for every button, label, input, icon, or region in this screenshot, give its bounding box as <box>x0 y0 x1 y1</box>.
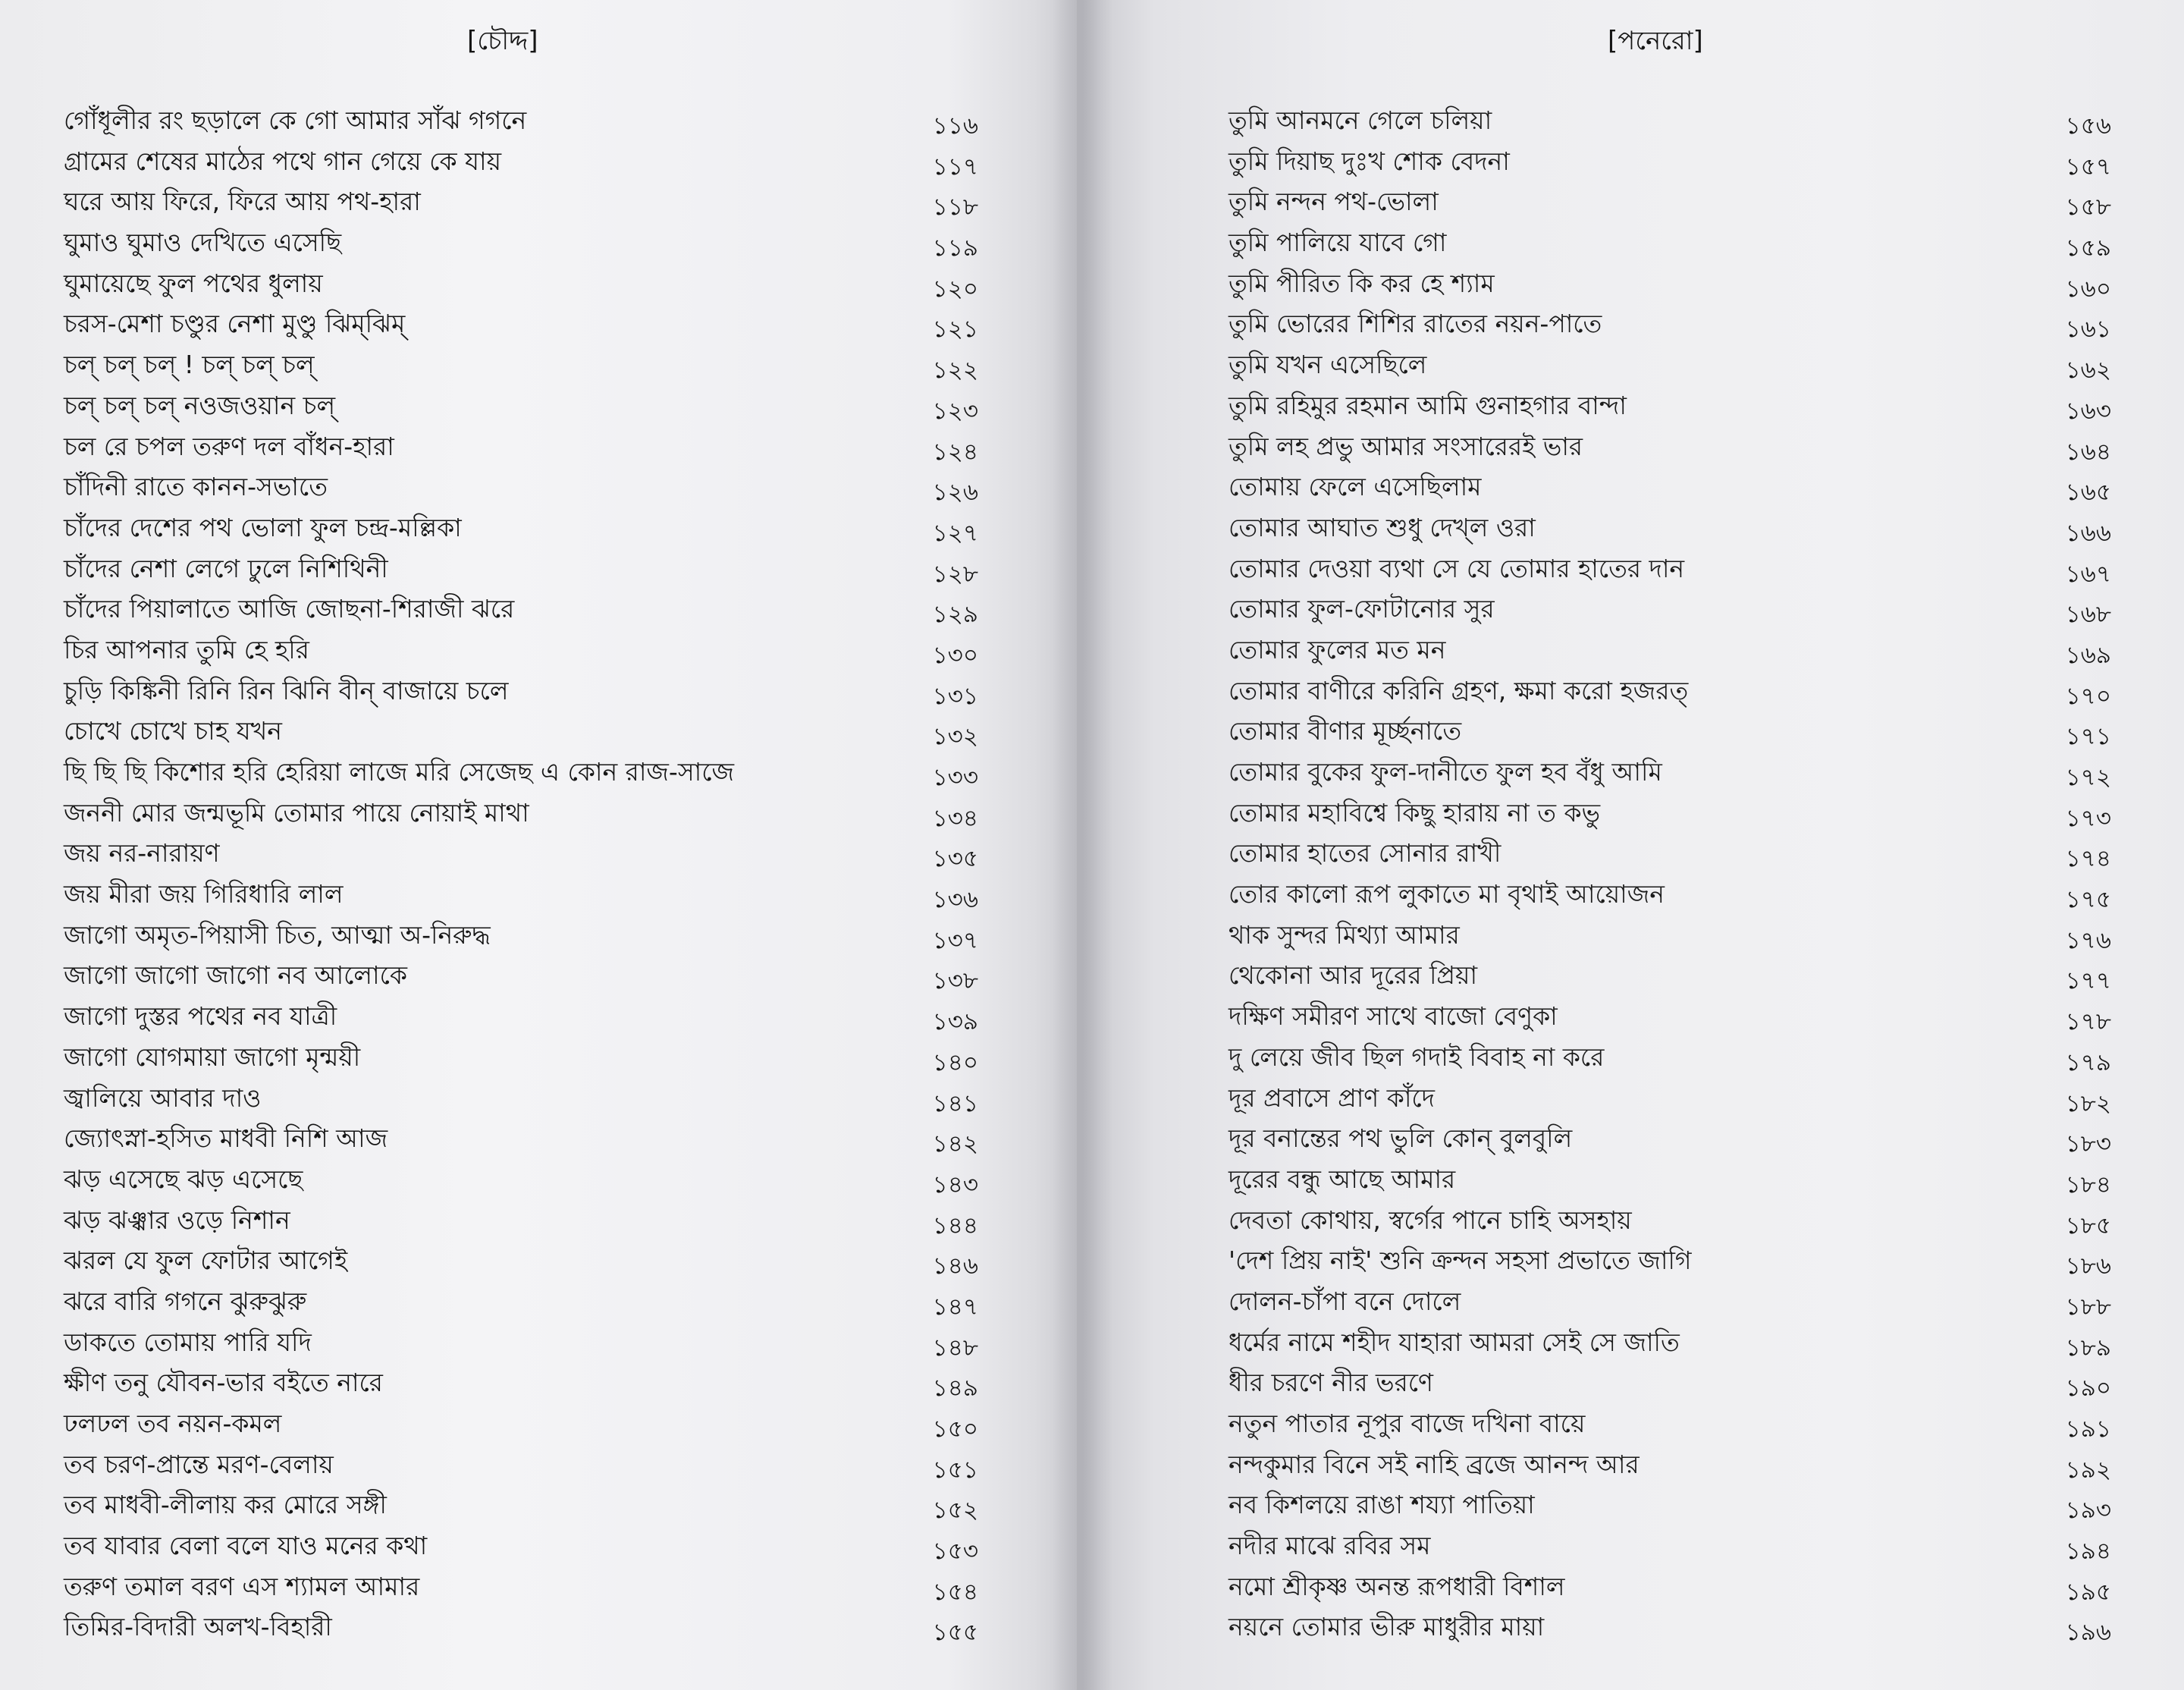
toc-entry <box>1228 143 2111 184</box>
toc-entry-page-number: ১২০ <box>932 275 978 303</box>
toc-entry-page-number: ১১৬ <box>932 112 978 140</box>
toc-entry <box>64 632 978 673</box>
toc-entry <box>1228 265 2111 306</box>
toc-entry-page-number: ১১৯ <box>932 234 978 262</box>
toc-entry-title: তোমার আঘাত শুধু দেখ্‌ল ওরা <box>1228 512 1536 542</box>
toc-entry <box>64 1487 978 1528</box>
toc-entry-title: তোমার ফুল-ফোটানোর সুর <box>1228 594 1495 624</box>
toc-entry <box>1228 1487 2111 1528</box>
toc-entry <box>1228 1609 2111 1650</box>
toc-entry-title: তুমি আনমনে গেলে চলিয়া <box>1228 105 1492 135</box>
toc-entry-title: নদীর মাঝে রবির সম <box>1228 1531 1431 1561</box>
toc-entry-title: তোর কালো রূপ লুকাতে মা বৃথাই আয়োজন <box>1228 879 1665 909</box>
toc-entry-page-number: ১৬৯ <box>2065 641 2111 669</box>
toc-entry <box>64 1242 978 1283</box>
toc-entry <box>64 1039 978 1080</box>
toc-entry-page-number: ১৫৫ <box>932 1619 978 1647</box>
toc-entry-title: নব কিশলয়ে রাঙা শয্যা পাতিয়া <box>1228 1490 1535 1520</box>
toc-entry-title: তব যাবার বেলা বলে যাও মনের কথা <box>64 1531 428 1561</box>
toc-entry-page-number: ১৭৮ <box>2065 1008 2111 1036</box>
toc-entry-title: ধর্মের নামে শহীদ যাহারা আমরা সেই সে জাতি <box>1228 1327 1680 1357</box>
toc-entry <box>64 102 978 143</box>
toc-entry <box>1228 1365 2111 1406</box>
toc-entry-title: জ্বালিয়ে আবার দাও <box>64 1082 262 1113</box>
toc-entry-page-number: ১২৬ <box>932 479 978 507</box>
toc-entry-page-number: ১৯৫ <box>2065 1578 2111 1606</box>
toc-entry-page-number: ১৩৯ <box>932 1008 978 1036</box>
toc-entry-page-number: ১৯০ <box>2065 1374 2111 1403</box>
toc-entry-page-number: ১৪২ <box>932 1130 978 1158</box>
toc-entry-page-number: ১১৮ <box>932 193 978 221</box>
toc-entry-title: তোমার বীণার মূর্চ্ছনাতে <box>1228 716 1462 746</box>
toc-entry-page-number: ১৯৪ <box>2065 1538 2111 1566</box>
toc-entry-page-number: ১৬২ <box>2065 357 2111 385</box>
toc-entry-page-number: ১৮৪ <box>2065 1170 2111 1198</box>
toc-entry-title: তুমি পীরিত কি কর হে শ্যাম <box>1228 268 1495 298</box>
toc-entry <box>1228 795 2111 836</box>
toc-entry-page-number: ১৫০ <box>932 1415 978 1443</box>
toc-entry <box>1228 1569 2111 1610</box>
toc-entry-title: জাগো যোগমায়া জাগো মৃন্ময়ী <box>64 1041 361 1072</box>
toc-entry-page-number: ১৯৬ <box>2065 1619 2111 1647</box>
toc-entry-title: ঝড় এসেছে ঝড় এসেছে <box>64 1164 303 1194</box>
toc-entry-page-number: ১৭৭ <box>2065 967 2111 995</box>
toc-entry-title: তোমার বুকের ফুল-দানীতে ফুল হব বঁধু আমি <box>1228 757 1662 787</box>
toc-entry <box>1228 917 2111 958</box>
toc-entry-page-number: ১৫২ <box>932 1497 978 1525</box>
toc-entry-title: চরস-মেশা চণ্ডুর নেশা মুণ্ডু ঝিম্‌ঝিম্‌ <box>64 309 406 339</box>
toc-entry-page-number: ১৭৬ <box>2065 926 2111 954</box>
toc-entry <box>64 1406 978 1447</box>
toc-entry-page-number: ১৪০ <box>932 1048 978 1076</box>
toc-entry-title: জাগো অমৃত-পিয়াসী চিত, আত্মা অ-নিরুদ্ধ <box>64 919 491 950</box>
toc-entry <box>1228 1202 2111 1243</box>
toc-entry-title: ডাকতে তোমায় পারি যদি <box>64 1327 312 1357</box>
toc-entry-title: জাগো জাগো জাগো নব আলোকে <box>64 960 407 991</box>
toc-entry <box>64 1609 978 1650</box>
toc-entry-title: তোমার বাণীরে করিনি গ্রহণ, ক্ষমা করো হজরত্‌ <box>1228 675 1689 705</box>
toc-entry-title: ঝরে বারি গগনে ঝুরুঝুরু <box>64 1286 307 1316</box>
toc-entry <box>64 591 978 632</box>
toc-entry <box>64 510 978 551</box>
page-header: [চৌদ্দ] <box>467 26 538 56</box>
toc-entry-page-number: ১৩৫ <box>932 845 978 873</box>
toc-entry <box>64 184 978 225</box>
toc-entry-title: জয় মীরা জয় গিরিধারি লাল <box>64 879 344 909</box>
toc-entry <box>64 388 978 429</box>
toc-entry-page-number: ১৮২ <box>2065 1089 2111 1117</box>
toc-entry <box>1228 225 2111 265</box>
toc-entry-page-number: ১৭৪ <box>2065 845 2111 873</box>
toc-entry-title: চল্‌ চল্‌ চল্‌ ! চল্‌ চল্‌ চল্‌ <box>64 350 315 380</box>
toc-entry-page-number: ১৬১ <box>2065 316 2111 344</box>
toc-entry-title: চুড়ি কিঙ্কিনী রিনি রিন ঝিনি বীন্‌ বাজায়ে চলে <box>64 675 509 705</box>
toc-entry-page-number: ১৮৮ <box>2065 1293 2111 1321</box>
page-header: [পনেরো] <box>1608 26 1703 56</box>
toc-entry-title: ছি ছি ছি কিশোর হরি হেরিয়া লাজে মরি সেজেছ এ কোন রাজ-সাজে <box>64 757 734 787</box>
toc-entry <box>1228 835 2111 876</box>
toc-entry-title: গ্রামের শেষের মাঠের পথে গান গেয়ে কে যায় <box>64 146 502 176</box>
toc-entry-page-number: ১২২ <box>932 357 978 385</box>
toc-entry <box>1228 673 2111 714</box>
toc-entry <box>64 754 978 795</box>
toc-entry-page-number: ১৪৬ <box>932 1252 978 1280</box>
toc-entry <box>64 1365 978 1406</box>
toc-entry-page-number: ১৭২ <box>2065 764 2111 791</box>
toc-entry-page-number: ১৫৯ <box>2065 234 2111 262</box>
toc-entry-title: ক্ষীণ তনু যৌবন-ভার বইতে নারে <box>64 1368 383 1398</box>
toc-entry-page-number: ১৯৩ <box>2065 1497 2111 1525</box>
toc-entry-page-number: ১৩৩ <box>932 764 978 791</box>
toc-entry-page-number: ১১৭ <box>932 152 978 181</box>
toc-entry-page-number: ১৭১ <box>2065 723 2111 751</box>
toc-entry <box>64 673 978 714</box>
toc-entry-title: তুমি দিয়াছ দুঃখ শোক বেদনা <box>1228 146 1510 176</box>
toc-entry-title: তুমি রহিমুর রহমান আমি গুনাহগার বান্দা <box>1228 390 1627 420</box>
toc-entry-title: তব চরণ-প্রান্তে মরণ-বেলায় <box>64 1449 334 1479</box>
toc-entry <box>1228 876 2111 917</box>
toc-entry-title: তোমার ফুলের মত মন <box>1228 634 1446 664</box>
toc-entry <box>64 917 978 958</box>
toc-entry-page-number: ১৫১ <box>932 1456 978 1484</box>
toc-entry-title: চাঁদিনী রাতে কানন-সভাতে <box>64 472 328 502</box>
toc-entry-title: দূর বনান্তের পথ ভুলি কোন্‌ বুলবুলি <box>1228 1123 1573 1154</box>
toc-entry-page-number: ১৪৭ <box>932 1293 978 1321</box>
toc-entry <box>64 225 978 265</box>
toc-entry <box>1228 102 2111 143</box>
toc-entry <box>64 957 978 998</box>
toc-entry-page-number: ১২৮ <box>932 560 978 588</box>
toc-entry-page-number: ১৬৮ <box>2065 601 2111 629</box>
toc-entry <box>64 1202 978 1243</box>
toc-entry-title: গোঁধূলীর রং ছড়ালে কে গো আমার সাঁঝ গগনে <box>64 105 527 135</box>
toc-entry-title: তুমি পালিয়ে যাবে গো <box>1228 228 1447 258</box>
toc-entry <box>64 998 978 1039</box>
toc-entry-title: দোলন-চাঁপা বনে দোলে <box>1228 1286 1461 1316</box>
toc-entry-page-number: ১৭০ <box>2065 682 2111 710</box>
toc-entry <box>1228 184 2111 225</box>
toc-entry-page-number: ১৫৬ <box>2065 112 2111 140</box>
toc-entry-page-number: ১৩১ <box>932 682 978 710</box>
toc-entry-page-number: ১৯২ <box>2065 1456 2111 1484</box>
toc-entry-title: চাঁদের দেশের পথ ভোলা ফুল চন্দ্র-মল্লিকা <box>64 512 462 542</box>
toc-entry <box>1228 1120 2111 1161</box>
toc-entry-title: ঘুমাও ঘুমাও দেখিতে এসেছি <box>64 228 342 258</box>
toc-entry-page-number: ১৬৭ <box>2065 560 2111 588</box>
toc-entry-title: জাগো দুস্তর পথের নব যাত্রী <box>64 1001 337 1032</box>
toc-entry <box>1228 1283 2111 1324</box>
toc-entry-page-number: ১৩৭ <box>932 926 978 954</box>
toc-entry-title: ঝড় ঝঞ্ঝার ওড়ে নিশান <box>64 1205 290 1235</box>
toc-entry-title: ধীর চরণে নীর ভরণে <box>1228 1368 1433 1398</box>
toc-entry <box>1228 1447 2111 1487</box>
toc-entry <box>64 876 978 917</box>
toc-entry <box>1228 1324 2111 1365</box>
toc-entry-title: চাঁদের পিয়ালাতে আজি জোছনা-শিরাজী ঝরে <box>64 594 515 624</box>
toc-entry-title: তোমার মহাবিশ্বে কিছু হারায় না ত কভু <box>1228 797 1601 828</box>
toc-entry-title: দু লেয়ে জীব ছিল গদাই বিবাহ না করে <box>1228 1041 1605 1072</box>
toc-entry-page-number: ১৩৬ <box>932 886 978 914</box>
toc-entry-title: জ্যোৎস্না-হসিত মাধবী নিশি আজ <box>64 1123 388 1154</box>
toc-entry-page-number: ১৫৭ <box>2065 152 2111 181</box>
toc-entry <box>64 1283 978 1324</box>
toc-entry-page-number: ১৮৩ <box>2065 1130 2111 1158</box>
toc-entry <box>1228 713 2111 754</box>
toc-entry-title: জয় নর-নারায়ণ <box>64 838 220 869</box>
toc-entry-page-number: ১৪৮ <box>932 1333 978 1362</box>
toc-entry <box>1228 551 2111 592</box>
toc-entry-title: তোমার হাতের সোনার রাখী <box>1228 838 1502 869</box>
toc-entry-title: তব মাধবী-লীলায় কর মোরে সঙ্গী <box>64 1490 387 1520</box>
toc-entry-page-number: ১৪৯ <box>932 1374 978 1403</box>
toc-entry <box>64 1161 978 1202</box>
toc-entry-title: দূরের বন্ধু আছে আমার <box>1228 1164 1456 1194</box>
toc-entry-page-number: ১২১ <box>932 316 978 344</box>
toc-entry <box>64 1080 978 1121</box>
toc-entry-page-number: ১২৭ <box>932 519 978 547</box>
toc-entry <box>64 306 978 347</box>
toc-entry <box>64 1120 978 1161</box>
toc-entry-page-number: ১৯১ <box>2065 1415 2111 1443</box>
toc-entry <box>64 143 978 184</box>
toc-entry-page-number: ১৩৮ <box>932 967 978 995</box>
toc-entry <box>64 429 978 470</box>
toc-entry-page-number: ১৭৯ <box>2065 1048 2111 1076</box>
toc-entry-page-number: ১৫৩ <box>932 1538 978 1566</box>
toc-entry-page-number: ১২৩ <box>932 397 978 425</box>
toc-entry-page-number: ১৮৬ <box>2065 1252 2111 1280</box>
toc-entry-title: তুমি নন্দন পথ-ভোলা <box>1228 187 1439 217</box>
toc-entry-page-number: ১২৪ <box>932 438 978 466</box>
toc-entry-title: ঝরল যে ফুল ফোটার আগেই <box>64 1246 348 1276</box>
toc-entry-page-number: ১৩২ <box>932 723 978 751</box>
toc-entry-page-number: ১৬৩ <box>2065 397 2111 425</box>
toc-entry-page-number: ১৮৫ <box>2065 1211 2111 1239</box>
toc-entry <box>1228 632 2111 673</box>
toc-entry-title: নয়নে তোমার ভীরু মাধুরীর মায়া <box>1228 1612 1545 1642</box>
toc-entry <box>1228 1528 2111 1569</box>
toc-entry-title: 'দেশ প্রিয় নাই' শুনি ক্রন্দন সহসা প্রভাতে জাগি <box>1228 1246 1692 1276</box>
toc-entry-page-number: ১৭৩ <box>2065 804 2111 832</box>
toc-entry-title: দেবতা কোথায়, স্বর্গের পানে চাহি অসহায় <box>1228 1205 1632 1235</box>
toc-entry-title: তিমির-বিদারী অলখ-বিহারী <box>64 1612 332 1642</box>
toc-entry-title: তোমায় ফেলে এসেছিলাম <box>1228 472 1482 502</box>
toc-entry-page-number: ১২৯ <box>932 601 978 629</box>
toc-entry-title: দূর প্রবাসে প্রাণ কাঁদে <box>1228 1082 1435 1113</box>
toc-entry <box>64 1528 978 1569</box>
toc-entry-page-number: ১৭৫ <box>2065 886 2111 914</box>
toc-entry <box>64 795 978 836</box>
toc-entry <box>64 835 978 876</box>
toc-entry-title: চোখে চোখে চাহ যখন <box>64 716 282 746</box>
toc-entry-title: ঘরে আয় ফিরে, ফিরে আয় পথ-হারা <box>64 187 421 217</box>
toc-entry <box>1228 388 2111 429</box>
toc-entry <box>1228 429 2111 470</box>
toc-entry-page-number: ১৮৯ <box>2065 1333 2111 1362</box>
toc-entry-page-number: ১৫৪ <box>932 1578 978 1606</box>
toc-entry <box>1228 1242 2111 1283</box>
toc-entry-title: ঢলঢল তব নয়ন-কমল <box>64 1409 282 1438</box>
toc-entry <box>1228 998 2111 1039</box>
toc-entry <box>64 1447 978 1487</box>
left-page <box>0 0 1077 1690</box>
toc-entry-page-number: ১৪১ <box>932 1089 978 1117</box>
toc-entry <box>1228 957 2111 998</box>
toc-entry-title: নমো শ্রীকৃষ্ণ অনন্ত রূপধারী বিশাল <box>1228 1571 1565 1601</box>
toc-entry-page-number: ১৪৪ <box>932 1211 978 1239</box>
toc-entry <box>1228 469 2111 510</box>
toc-entry-title: তুমি লহ প্রভু আমার সংসারেরই ভার <box>1228 431 1583 461</box>
toc-entry-title: নন্দকুমার বিনে সই নাহি ব্রজে আনন্দ আর <box>1228 1449 1640 1479</box>
toc-entry-title: চাঁদের নেশা লেগে ঢুলে নিশিথিনী <box>64 553 388 583</box>
toc-entry-title: তরুণ তমাল বরণ এস শ্যামল আমার <box>64 1571 420 1601</box>
toc-entry-title: জননী মোর জন্মভূমি তোমার পায়ে নোয়াই মাথা <box>64 797 529 828</box>
toc-entry <box>1228 1080 2111 1121</box>
toc-entry-title: নতুন পাতার নূপুর বাজে দখিনা বায়ে <box>1228 1409 1586 1438</box>
toc-entry <box>64 551 978 592</box>
toc-entry <box>64 1324 978 1365</box>
toc-entry <box>64 713 978 754</box>
toc-entry <box>1228 1161 2111 1202</box>
toc-entry <box>1228 1406 2111 1447</box>
toc-entry <box>64 265 978 306</box>
toc-entry-title: থাক সুন্দর মিথ্যা আমার <box>1228 919 1460 950</box>
toc-entry <box>64 347 978 388</box>
toc-entry <box>1228 1039 2111 1080</box>
toc-entry-title: চির আপনার তুমি হে হরি <box>64 634 309 664</box>
toc-entry-page-number: ১৫৮ <box>2065 193 2111 221</box>
toc-entry-title: তুমি যখন এসেছিলে <box>1228 350 1427 380</box>
toc-entry-page-number: ১৬৬ <box>2065 519 2111 547</box>
toc-entry-page-number: ১৬৫ <box>2065 479 2111 507</box>
toc-entry <box>1228 754 2111 795</box>
toc-list <box>64 102 978 1650</box>
toc-list <box>1228 102 2111 1650</box>
toc-entry-page-number: ১৬০ <box>2065 275 2111 303</box>
toc-entry-title: থেকোনা আর দূরের প্রিয়া <box>1228 960 1478 991</box>
right-page <box>1077 0 2184 1690</box>
toc-entry-title: তুমি ভোরের শিশির রাতের নয়ন-পাতে <box>1228 309 1602 339</box>
toc-entry-page-number: ১৩৪ <box>932 804 978 832</box>
toc-entry <box>1228 510 2111 551</box>
toc-entry-title: দক্ষিণ সমীরণ সাথে বাজো বেণুকা <box>1228 1001 1558 1032</box>
toc-entry-title: চল্‌ চল্‌ চল্‌ নওজওয়ান চল্‌ <box>64 390 336 420</box>
toc-entry <box>1228 306 2111 347</box>
toc-entry-page-number: ১৪৩ <box>932 1170 978 1198</box>
toc-entry <box>1228 347 2111 388</box>
toc-entry-title: তোমার দেওয়া ব্যথা সে যে তোমার হাতের দান <box>1228 553 1685 583</box>
toc-entry-title: ঘুমায়েছে ফুল পথের ধুলায় <box>64 268 323 298</box>
toc-entry <box>64 1569 978 1610</box>
toc-entry <box>64 469 978 510</box>
toc-entry-title: চল রে চপল তরুণ দল বাঁধন-হারা <box>64 431 394 461</box>
toc-entry-page-number: ১৩০ <box>932 641 978 669</box>
toc-entry <box>1228 591 2111 632</box>
toc-entry-page-number: ১৬৪ <box>2065 438 2111 466</box>
